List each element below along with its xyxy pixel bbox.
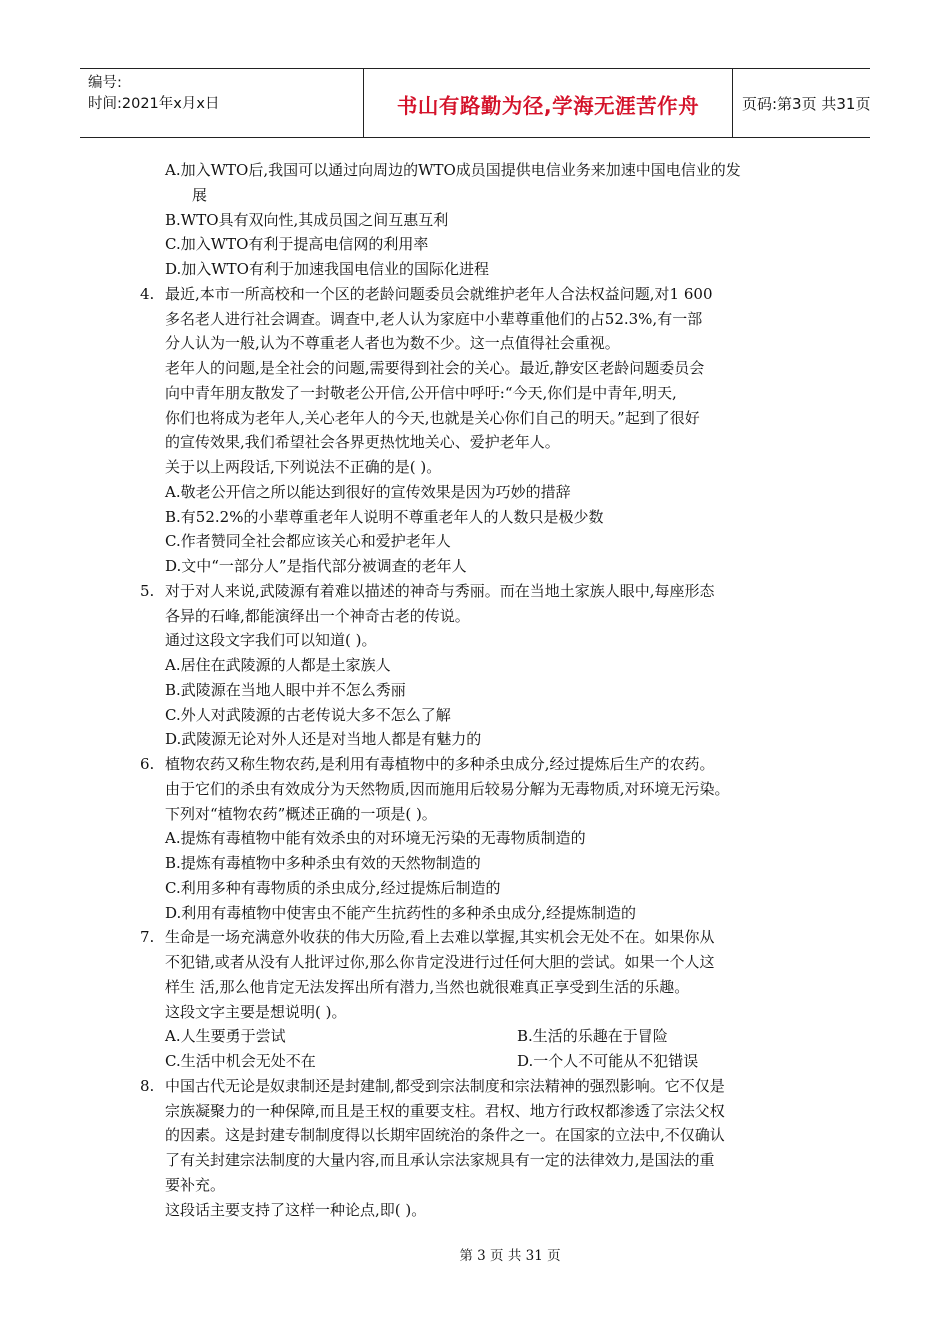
q7-question: 这段文字主要是想说明( )。 [165, 1002, 347, 1021]
document-body [140, 158, 820, 1222]
q4-option-b: B.有52.2%的小辈尊重老年人说明不尊重老年人的人数只是极少数 [165, 507, 604, 526]
q4-line: 的宣传效果,我们希望社会各界更热忱地关心、爱护老年人。 [165, 433, 560, 452]
q4-line: 老年人的问题,是全社会的问题,需要得到社会的关心。最近,静安区老龄问题委员会 [165, 359, 705, 377]
q5-question: 通过这段文字我们可以知道( )。 [165, 631, 377, 650]
q4-line: 你们也将成为老年人,关心老年人的今天,也就是关心你们自己的明天。”起到了很好 [165, 408, 700, 427]
page-footer: 第 3 页 共 31 页 [459, 1248, 561, 1264]
q4-question: 关于以上两段话,下列说法不正确的是( )。 [165, 458, 442, 476]
q7-options-row [140, 1049, 820, 1074]
q6-line: 6. 植物农药又称生物农药,是利用有毒植物中的多种杀虫成分,经过提炼后生产的农药。 [140, 752, 820, 777]
page-header [80, 68, 870, 138]
q6-option-c: C.利用多种有毒物质的杀虫成分,经过提炼后制造的 [165, 878, 501, 897]
q8-line: 8. 中国古代无论是奴隶制还是封建制,都受到宗法制度和宗法精神的强烈影响。它不仅是 [140, 1074, 820, 1099]
q4-line: 分人认为一般,认为不尊重老人者也为数不少。这一点值得社会重视。 [165, 334, 620, 353]
q7-line: 不犯错,或者从没有人批评过你,那么你肯定没进行过任何大胆的尝试。如果一个人这 [165, 953, 715, 971]
q4-option-d: D.文中“一部分人”是指代部分被调查的老年人 [165, 557, 467, 575]
q5-option-b: B.武陵源在当地人眼中并不怎么秀丽 [165, 680, 406, 699]
q5-option-d: D.武陵源无论对外人还是对当地人都是有魅力的 [165, 730, 482, 749]
q8-line: 要补充。 [165, 1175, 226, 1194]
question-number: 5. [140, 581, 155, 600]
q7-line: 7. 生命是一场充满意外收获的伟大历险,看上去难以掌握,其实机会无处不在。如果你从 [140, 925, 820, 950]
q3-option-d: D.加入WTO有利于加速我国电信业的国际化进程 [165, 260, 489, 278]
question-number: 8. [140, 1076, 155, 1095]
q6-option-a: A.提炼有毒植物中能有效杀虫的对环境无污染的无毒物质制造的 [165, 829, 586, 848]
q7-option-b: B.生活的乐趣在于冒险 [517, 1027, 668, 1046]
q4-line: 多名老人进行社会调查。调查中,老人认为家庭中小辈尊重他们的占52.3%,有一部 [165, 309, 703, 328]
q4-line: 向中青年朋友散发了一封敬老公开信,公开信中呼吁:“今天,你们是中青年,明天, [165, 383, 677, 402]
header-motto: 书山有路勤为径,学海无涯苦作舟 [396, 94, 700, 118]
q6-line: 由于它们的杀虫有效成分为天然物质,因而施用后较易分解为无毒物质,对环境无污染。 [165, 779, 730, 798]
q3-option-a: A.加入WTO后,我国可以通过向周边的WTO成员国提供电信业务来加速中国电信业的发 [165, 161, 741, 179]
q6-option-b: B.提炼有毒植物中多种杀虫有效的天然物制造的 [165, 854, 481, 872]
q5-option-c: C.外人对武陵源的古老传说大多不怎么了解 [165, 705, 451, 724]
question-number: 4. [140, 284, 155, 303]
q7-line: 样生 活,那么他肯定无法发挥出所有潜力,当然也就很难真正享受到生活的乐趣。 [165, 977, 690, 996]
q3-option-c: C.加入WTO有利于提高电信网的利用率 [165, 235, 429, 254]
q6-question: 下列对“植物农药”概述正确的一项是( )。 [165, 804, 437, 823]
q8-line: 的因素。这是封建专制制度得以长期牢固统治的条件之一。在国家的立法中,不仅确认 [165, 1126, 725, 1145]
q5-line: 5. 对于对人来说,武陵源有着难以描述的神奇与秀丽。而在当地土家族人眼中,每座形态 [140, 579, 820, 604]
question-number: 6. [140, 755, 155, 773]
q4-option-a: A.敬老公开信之所以能达到很好的宣传效果是因为巧妙的措辞 [165, 482, 571, 501]
q4-line: 4. 最近,本市一所高校和一个区的老龄问题委员会就维护老年人合法权益问题,对1 600 [140, 282, 820, 307]
time-label: 时间:2021年x月x日 [88, 96, 220, 112]
header-page-info: 页码:第3页 共31页 [742, 95, 871, 113]
q8-line: 宗族凝聚力的一种保障,而且是王权的重要支柱。君权、地方行政权都渗透了宗法父权 [165, 1101, 725, 1120]
q3-option-b: B.WTO具有双向性,其成员国之间互惠互利 [165, 210, 449, 229]
q6-option-d: D.利用有毒植物中使害虫不能产生抗药性的多种杀虫成分,经提炼制造的 [165, 903, 637, 922]
question-number: 7. [140, 928, 155, 947]
q7-options-row [140, 1024, 820, 1049]
q8-line: 了有关封建宗法制度的大量内容,而且承认宗法家规具有一定的法律效力,是国法的重 [165, 1151, 715, 1169]
q7-option-a: A.人生要勇于尝试 [165, 1027, 286, 1046]
q8-question: 这段话主要支持了这样一种论点,即( )。 [165, 1200, 427, 1219]
q3-option-a-cont: 展 [192, 185, 208, 204]
header-meta [88, 73, 278, 115]
header-divider [732, 69, 733, 137]
code-label: 编号: [88, 75, 122, 91]
q5-line: 各异的石峰,都能演绎出一个神奇古老的传说。 [165, 606, 470, 625]
q5-option-a: A.居住在武陵源的人都是土家族人 [165, 656, 391, 674]
q4-option-c: C.作者赞同全社会都应该关心和爱护老年人 [165, 532, 451, 551]
q7-option-d: D.一个人不可能从不犯错误 [517, 1052, 699, 1070]
q7-option-c: C.生活中机会无处不在 [165, 1052, 316, 1070]
